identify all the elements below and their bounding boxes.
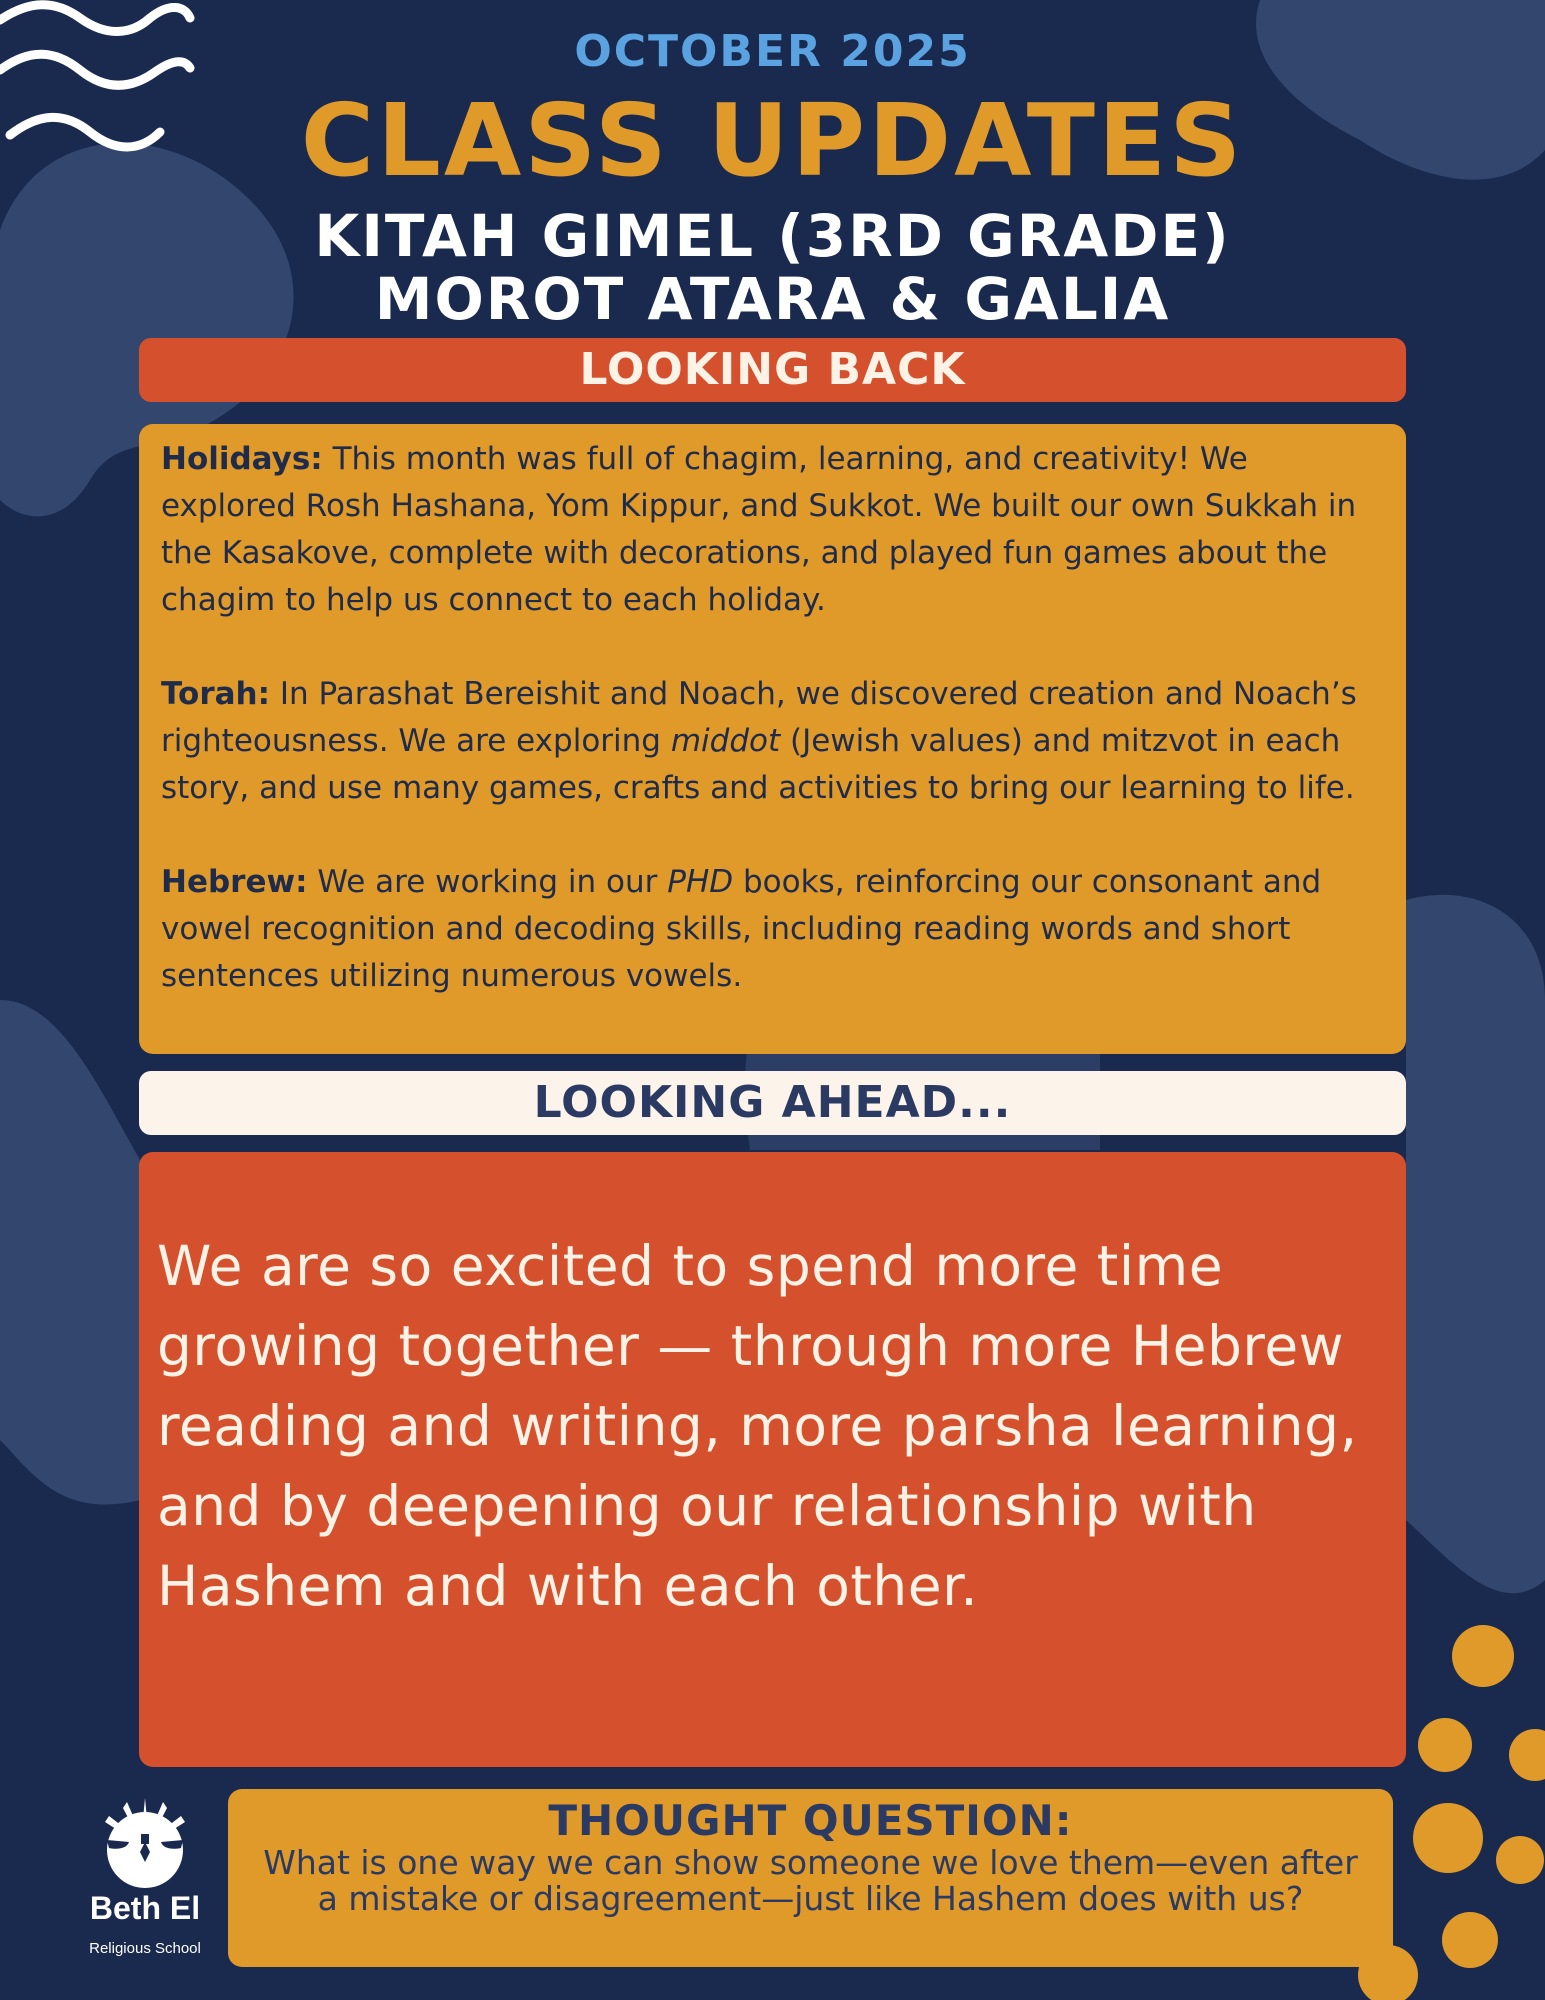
page-title: CLASS UPDATES: [300, 82, 1245, 199]
logo-subtitle: Religious School: [89, 1940, 201, 1957]
hebrew-italic-term: PHD: [667, 864, 734, 900]
torah-text-end: (Jewish values) and mitzvot in each story, and use many games, crafts and activities to bring our learning to life.: [161, 723, 1355, 806]
blob-right-middle: [1406, 895, 1545, 1593]
looking-back-heading: LOOKING BACK: [139, 338, 1406, 402]
gold-dot: [1418, 1718, 1472, 1772]
gold-dot: [1413, 1803, 1483, 1873]
looking-ahead-content: We are so excited to spend more time growing together — through more Hebrew reading and writing, more parsha learning, and by deepening our relationship with Hashem and with each other.: [139, 1152, 1406, 1767]
logo-name: Beth El: [89, 1890, 201, 1926]
looking-ahead-heading: LOOKING AHEAD...: [139, 1071, 1406, 1135]
thought-question-text: What is one way we can show someone we love them—even after a mistake or disagreement—just like Hashem does with us?: [263, 1843, 1358, 1918]
tree-of-life-icon: [95, 1790, 195, 1890]
torah-italic-term: middot: [670, 723, 781, 759]
holidays-label: Holidays:: [161, 441, 323, 477]
gold-dot: [1442, 1912, 1498, 1968]
hebrew-text-start: We are working in our: [317, 864, 668, 900]
thought-question-box: [228, 1789, 1393, 1967]
torah-label: Torah:: [161, 676, 270, 712]
gold-dot: [1452, 1625, 1514, 1687]
torah-paragraph: [161, 671, 1384, 812]
gold-dot: [1509, 1729, 1545, 1781]
gold-dot: [1496, 1836, 1544, 1884]
beth-el-logo: [70, 1790, 220, 1980]
torah-text-start: In Parashat Bereishit and Noach, we discovered creation and Noach’s righteousness. We are exploring: [161, 676, 1357, 759]
class-name: KITAH GIMEL (3RD GRADE): [314, 202, 1231, 270]
newsletter-month: OCTOBER 2025: [574, 26, 971, 77]
holidays-paragraph: [161, 436, 1384, 624]
hebrew-text-end: books, reinforcing our consonant and vowel recognition and decoding skills, including reading words and short sentences utilizing numerous vowels.: [161, 864, 1322, 994]
holidays-text: This month was full of chagim, learning, and creativity! We explored Rosh Hashana, Yom Kippur, and Sukkot. We built our own Sukkah in the Kasakove, complete with decorations, and played fun games about the chagim to help us connect to each holiday.: [161, 441, 1357, 618]
hebrew-label: Hebrew:: [161, 864, 308, 900]
teacher-names: MOROT ATARA & GALIA: [374, 265, 1171, 333]
looking-back-content: [139, 424, 1406, 1054]
thought-question-title: THOUGHT QUESTION:: [548, 1796, 1073, 1845]
hebrew-paragraph: [161, 859, 1384, 1000]
blob-left-middle: [0, 1000, 140, 1505]
